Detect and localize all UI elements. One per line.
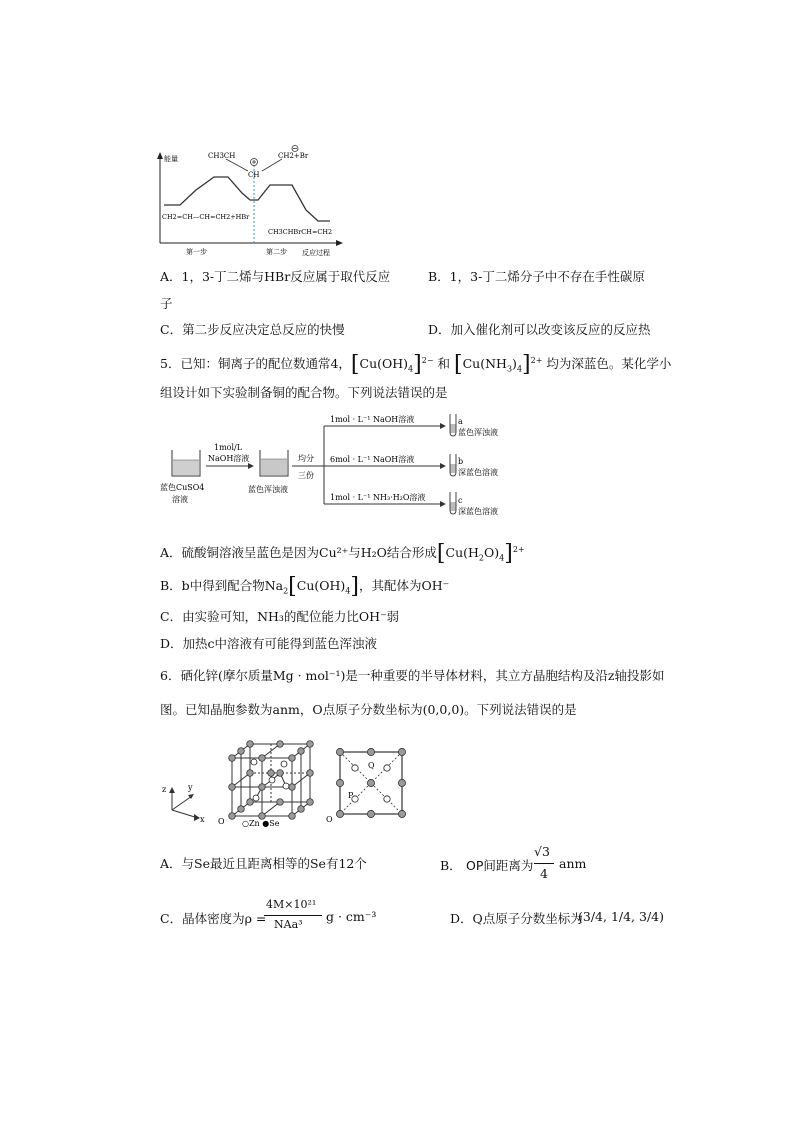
tube-c-label: 深蓝色溶液 (458, 507, 498, 516)
intermediate-left-label: CH3CH (208, 152, 236, 160)
q5-stem-1a: 5．已知：铜离子的配位数通常4， (160, 356, 351, 372)
q5-option-a: A．硫酸铜溶液呈蓝色是因为Cu²⁺与H₂O结合形成$[Cu(H_2O)_4]^{2+}$ (160, 541, 525, 567)
arrow1-top-2: NaOH溶液 (208, 454, 250, 463)
split-bottom: 三份 (298, 471, 314, 480)
q5-option-d: D．加热c中溶液有可能得到蓝色浑浊液 (160, 636, 378, 651)
intermediate-center-label: CH (248, 171, 260, 179)
intermediate-right-label: CH2+Br (278, 152, 309, 160)
step1-label: 第一步 (186, 248, 207, 256)
q6-option-c-numerator: 4M×10²¹ (266, 898, 317, 911)
q5-stem-1b: 和 (437, 356, 451, 372)
q6-option-d-label: D．Q点原子分数坐标为 (450, 911, 583, 926)
cell-origin-label: O (218, 817, 225, 826)
tube-a-label: 蓝色浑浊液 (458, 428, 498, 437)
branch-c-label: 1mol · L⁻¹ NH₃·H₂O溶液 (330, 493, 426, 502)
coordinate-axes (169, 787, 200, 821)
q6-option-c-unit: g · cm⁻³ (326, 909, 377, 924)
q4-option-d: D．加入催化剂可以改变该反应的反应热 (428, 322, 651, 337)
projection-origin-label: O (326, 815, 333, 824)
split-top: 均分 (298, 454, 314, 463)
tube-b-label: 深蓝色溶液 (458, 468, 498, 477)
test-tube-a-icon (450, 414, 456, 436)
q6-option-a: A．与Se最近且距离相等的Se有12个 (160, 856, 367, 871)
q6-option-c-denominator: NAa³ (274, 918, 303, 931)
q5-option-a-text: A．硫酸铜溶液呈蓝色是因为Cu²⁺与H₂O结合形成 (160, 545, 437, 561)
axis-x-label: x (200, 815, 205, 824)
q5-stem-line2: 组设计如下实验制备铜的配合物。下列说法错误的是 (160, 385, 448, 400)
beaker-2-icon (260, 450, 288, 476)
q5-option-c: C．由实验可知，NH₃的配位能力比OH⁻弱 (160, 609, 400, 624)
product-label: CH3CHBrCH=CH2 (268, 228, 333, 236)
q6-option-b-denominator: 4 (540, 866, 548, 881)
q5-option-b-text-a: B．b中得到配合物Na (160, 578, 284, 593)
beaker-1-icon (172, 450, 200, 476)
beaker2-label: 蓝色浑浊液 (248, 485, 288, 494)
q6-option-b-text: OP间距离为 (466, 858, 534, 873)
tube-a-letter: a (458, 417, 463, 426)
projection-p-label: P (348, 791, 354, 800)
axis-y-label: y (188, 783, 193, 792)
z-projection (336, 748, 405, 817)
q6-stem-line1: 6．硒化锌(摩尔质量Mg · mol⁻¹)是一种重要的半导体材料，其立方晶胞结构及沿z轴投影如 (160, 668, 665, 683)
q6-option-b-unit: anm (559, 856, 587, 871)
q6-option-c-label: C．晶体密度为ρ = (160, 911, 267, 926)
test-tube-c-icon (450, 492, 456, 514)
test-tube-b-icon (450, 454, 456, 476)
q6-option-b-label: B． (440, 858, 462, 873)
projection-q-label: Q (368, 761, 375, 770)
branch-b-label: 6mol · L⁻¹ NaOH溶液 (330, 455, 415, 464)
q5-stem-line1: 5．已知：铜离子的配位数通常4，$[Cu(OH)_4]^{2-}$ 和 $[Cu(NH_3)_4]^{2+}$ 均为深蓝色。某化学小 (160, 352, 672, 378)
q6-option-b-numerator: √3 (534, 844, 550, 859)
q5-experiment-figure (160, 412, 530, 522)
q5-option-b: B．b中得到配合物$Na_2[Cu(OH)_4]$，其配体为OH⁻ (160, 574, 450, 599)
q5-stem-1c: 均为深蓝色。某化学小 (546, 356, 672, 372)
energy-diagram (150, 145, 350, 263)
q6-option-d-coordinate: (3/4, 1/4, 3/4) (578, 909, 664, 924)
step2-label: 第二步 (266, 248, 287, 256)
arrow1-top-1: 1mol/L (214, 443, 243, 452)
beaker1-label-2: 溶液 (172, 495, 188, 504)
branch-a-label: 1mol · L⁻¹ NaOH溶液 (330, 415, 415, 424)
q6-option-c-fraction-bar (264, 915, 322, 916)
q4-option-a: A．1，3-丁二烯与HBr反应属于取代反应 (160, 269, 391, 284)
q6-stem-line2: 图。已知晶胞参数为anm，O点原子分数坐标为(0,0,0)。下列说法错误的是 (160, 702, 577, 717)
x-axis-label: 反应过程 (302, 249, 330, 257)
q4-option-b: B．1，3-丁二烯分子中不存在手性碳原 (428, 269, 645, 284)
q4-option-c: C．第二步反应决定总反应的快慢 (160, 322, 345, 337)
beaker1-label-1: 蓝色CuSO4 (160, 483, 205, 492)
axis-z-label: z (162, 785, 167, 794)
y-axis-label: 能量 (164, 155, 178, 163)
q6-option-b-fraction-bar (534, 863, 554, 864)
atom-legend: ○Zn ●Se (242, 819, 280, 828)
q5-option-b-text-b: ，其配体为OH⁻ (358, 578, 450, 593)
crystal-cell-figure (158, 738, 418, 830)
q4-option-a-wrap: 子 (160, 296, 173, 311)
tube-b-letter: b (458, 457, 464, 466)
tube-c-letter: c (458, 496, 463, 505)
reactant-label: CH2=CH—CH=CH2+HBr (162, 213, 250, 221)
